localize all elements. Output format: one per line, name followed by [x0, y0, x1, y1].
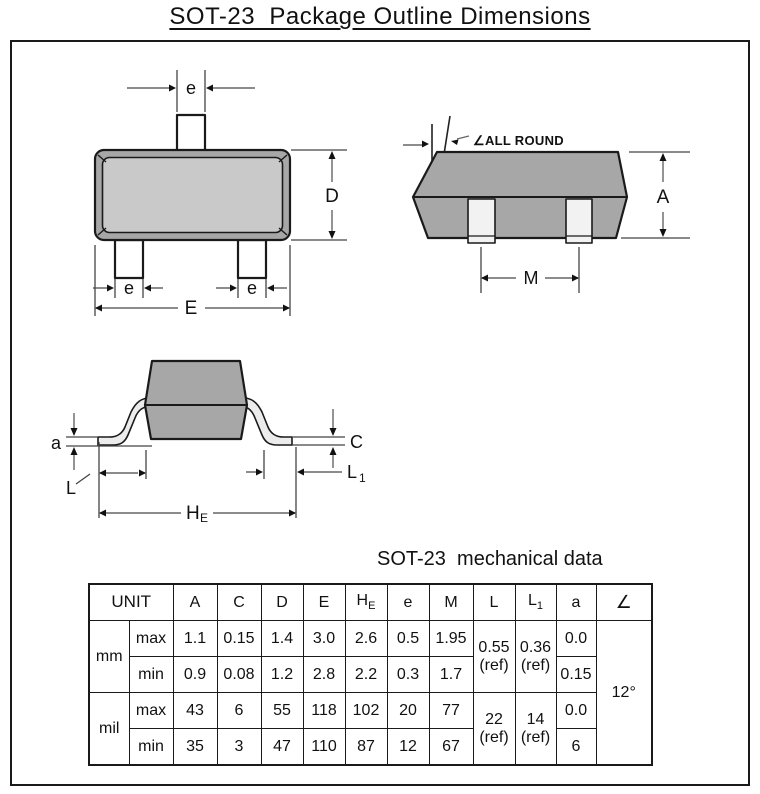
header-L1: $L_1$: [515, 584, 556, 621]
dim-C: [292, 409, 363, 468]
bottom-left-pin: [115, 240, 143, 278]
cell-mm-min-C: 0.08: [217, 657, 261, 693]
dim-HE: [99, 503, 296, 525]
dim-HE-label: H: [186, 503, 200, 524]
cell-mm-max-C: 0.15: [217, 621, 261, 657]
row-mil-max: [89, 693, 652, 729]
table-header-row: [89, 584, 652, 621]
cell-mm-max-D: 1.4: [261, 621, 303, 657]
label-max: max: [129, 621, 173, 657]
cell-mm-min-D: 1.2: [261, 657, 303, 693]
cell-angle: 12°: [596, 621, 652, 766]
dim-e-left-label: e: [123, 278, 135, 298]
cell-mm-max-a: 0.0: [556, 621, 596, 657]
dim-D: [291, 150, 347, 240]
dim-e-bottom-right: [216, 278, 287, 298]
front-view-drawing: [40, 335, 380, 535]
dim-M-label: M: [523, 268, 539, 288]
label-min: min: [129, 729, 173, 766]
cell-mil-L-ref: 22 (ref): [473, 693, 515, 766]
mechanical-data-table: [88, 583, 653, 766]
header-E: E: [303, 584, 345, 621]
dim-M: [481, 247, 579, 293]
cell-mil-max-e: 20: [387, 693, 429, 729]
dim-a-label: a: [51, 433, 62, 453]
header-HE: $H_E$: [345, 584, 387, 621]
cell-mil-min-C: 3: [217, 729, 261, 766]
cell-mil-min-E: 110: [303, 729, 345, 766]
cell-mm-min-E: 2.8: [303, 657, 345, 693]
cell-mm-max-M: 1.95: [429, 621, 473, 657]
cell-mil-max-a: 0.0: [556, 693, 596, 729]
top-view-drawing: [75, 60, 360, 325]
header-D: D: [261, 584, 303, 621]
package-body-inner: [103, 158, 283, 233]
dim-e-right-label: e: [246, 278, 258, 298]
top-pin: [177, 115, 205, 152]
dim-L-label: L: [66, 478, 77, 498]
cell-mil-max-C: 6: [217, 693, 261, 729]
package-body-side: [413, 152, 627, 238]
table-title: SOT-23 mechanical data: [377, 548, 603, 570]
cell-mil-min-e: 12: [387, 729, 429, 766]
cell-mm-min-e: 0.3: [387, 657, 429, 693]
cell-mil-L1-ref: 14 (ref): [515, 693, 556, 766]
cell-mm-max-A: 1.1: [173, 621, 217, 657]
dim-L1: [246, 447, 366, 518]
cell-mil-min-A: 35: [173, 729, 217, 766]
cell-mil-min-D: 47: [261, 729, 303, 766]
row-mm-max: [89, 621, 652, 657]
cell-mm-min-HE: 2.2: [345, 657, 387, 693]
cell-mm-L1-ref: 0.36 (ref): [515, 621, 556, 693]
label-max: max: [129, 693, 173, 729]
dim-e-bottom-left: [93, 278, 163, 298]
side-view-drawing: [395, 100, 695, 300]
dim-L1-label: L: [347, 462, 358, 482]
cell-mil-max-A: 43: [173, 693, 217, 729]
dim-HE-sub: E: [200, 511, 209, 525]
dim-E-label: E: [184, 298, 198, 319]
dim-e-top: [127, 70, 255, 112]
cell-mm-min-M: 1.7: [429, 657, 473, 693]
cell-mm-min-A: 0.9: [173, 657, 217, 693]
dim-e-top-label: e: [185, 78, 197, 98]
header-C: C: [217, 584, 261, 621]
header-unit: UNIT: [89, 584, 173, 621]
row-mm-min: [89, 657, 652, 693]
header-e: e: [387, 584, 429, 621]
dim-A-label: A: [656, 187, 670, 208]
cell-mil-max-HE: 102: [345, 693, 387, 729]
row-mil-min: [89, 729, 652, 766]
header-a: a: [556, 584, 596, 621]
header-angle: ∠: [596, 584, 652, 621]
dim-A: [621, 152, 690, 238]
cell-mil-min-a: 6: [556, 729, 596, 766]
cell-mm-max-e: 0.5: [387, 621, 429, 657]
header-M: M: [429, 584, 473, 621]
cell-mm-max-E: 3.0: [303, 621, 345, 657]
unit-mm: mm: [89, 621, 129, 693]
dim-L1-sub: 1: [359, 471, 366, 485]
header-L: L: [473, 584, 515, 621]
unit-mil: mil: [89, 693, 129, 766]
page-title: SOT-23 Package Outline Dimensions: [169, 3, 591, 30]
dim-L: [66, 442, 146, 518]
all-round-label: ∠ALL ROUND: [473, 133, 564, 148]
cell-mm-max-HE: 2.6: [345, 621, 387, 657]
cell-mil-min-M: 67: [429, 729, 473, 766]
cell-mil-min-HE: 87: [345, 729, 387, 766]
package-body-front: [145, 361, 247, 439]
cell-mil-max-M: 77: [429, 693, 473, 729]
label-min: min: [129, 657, 173, 693]
cell-mm-L-ref: 0.55 (ref): [473, 621, 515, 693]
dim-D-label: D: [325, 186, 339, 207]
cell-mm-min-a: 0.15: [556, 657, 596, 693]
cell-mil-max-E: 118: [303, 693, 345, 729]
cell-mil-max-D: 55: [261, 693, 303, 729]
header-A: A: [173, 584, 217, 621]
bottom-right-pin: [238, 240, 266, 278]
dim-C-label: C: [350, 432, 363, 452]
